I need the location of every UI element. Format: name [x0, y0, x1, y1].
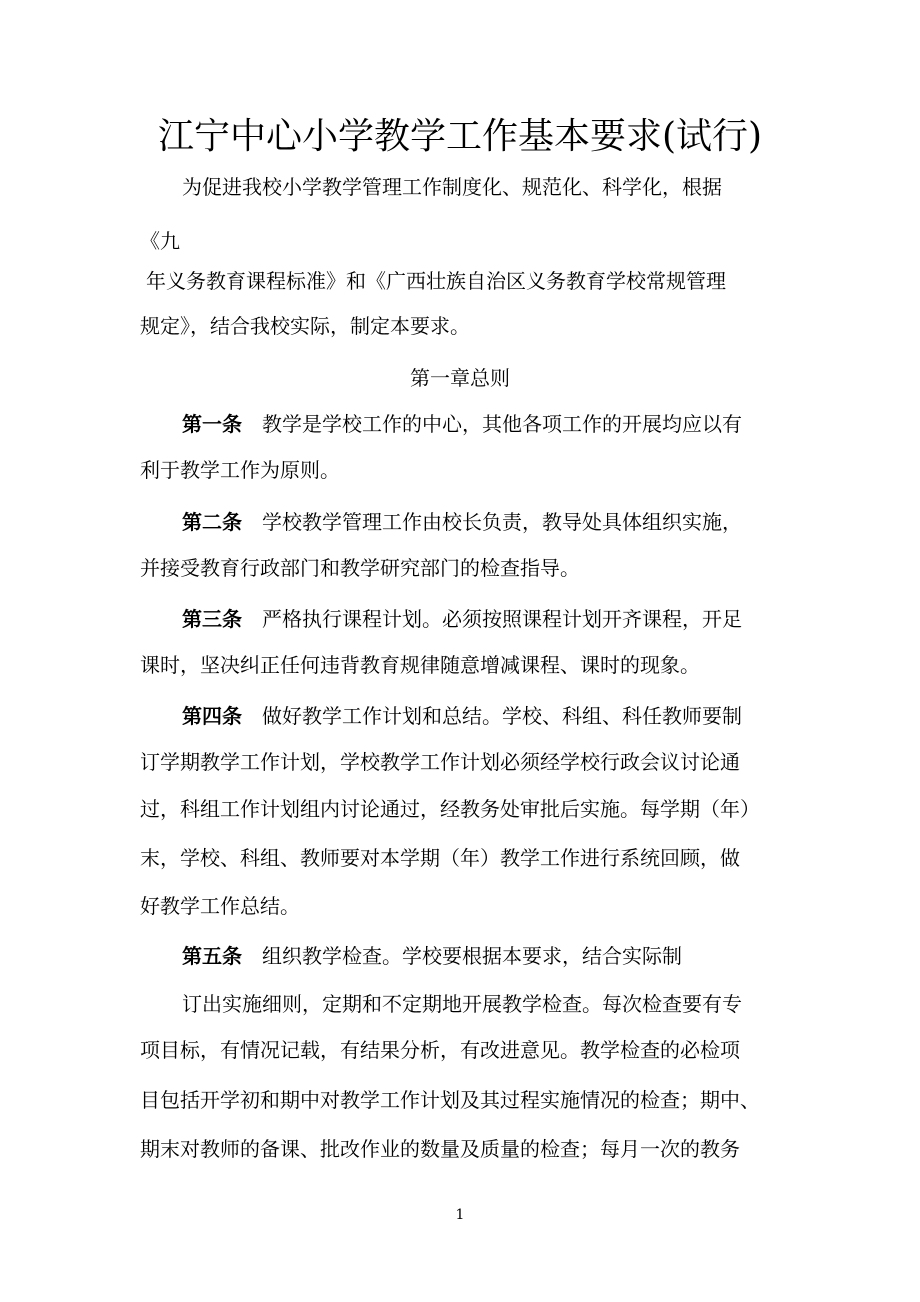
article-4-line-3: 过，科组工作计划组内讨论通过，经教务处审批后实施。每学期（年） — [140, 797, 760, 821]
article-5-line-4: 目包括开学初和期中对教学工作计划及其过程实施情况的检查；期中、 — [140, 1088, 760, 1112]
chapter-heading: 第一章总则 — [410, 366, 510, 390]
article-4-line-2: 订学期教学工作计划，学校教学工作计划必须经学校行政会议讨论通 — [140, 750, 740, 774]
article-2-text: 学校教学管理工作由校长负责，教导处具体组织实施， — [262, 510, 742, 534]
intro-line-1: 为促进我校小学教学管理工作制度化、规范化、科学化，根据 — [182, 175, 722, 199]
article-1-line-2: 利于教学工作为原则。 — [140, 458, 340, 482]
intro-line-4: 规定》，结合我校实际，制定本要求。 — [140, 314, 470, 338]
article-4-text: 做好教学工作计划和总结。学校、科组、科任教师要制 — [262, 704, 742, 728]
article-4-line-4: 末，学校、科组、教师要对本学期（年）教学工作进行系统回顾，做 — [140, 846, 740, 870]
page-number: 1 — [455, 1207, 465, 1223]
article-5-heading: 第五条 — [182, 944, 242, 968]
article-5-line-5: 期末对教师的备课、批改作业的数量及质量的检查；每月一次的教务 — [140, 1137, 740, 1161]
article-1-heading: 第一条 — [182, 412, 242, 436]
article-1-text: 教学是学校工作的中心，其他各项工作的开展均应以有 — [262, 412, 742, 436]
article-3-line-2: 课时，坚决纠正任何违背教育规律随意增减课程、课时的现象。 — [140, 653, 700, 677]
article-5-line-1 — [182, 941, 682, 971]
article-5-line-2: 订出实施细则，定期和不定期地开展教学检查。每次检查要有专 — [182, 992, 742, 1016]
article-4-line-1 — [182, 701, 742, 731]
article-1-line-1 — [182, 409, 742, 439]
article-4-heading: 第四条 — [182, 704, 242, 728]
article-3-text: 严格执行课程计划。必须按照课程计划开齐课程，开足 — [262, 607, 742, 631]
article-3-line-1 — [182, 604, 742, 634]
article-5-text: 组织教学检查。学校要根据本要求，结合实际制 — [262, 944, 682, 968]
article-2-line-1 — [182, 507, 742, 537]
article-2-heading: 第二条 — [182, 510, 242, 534]
article-5-line-3: 项目标，有情况记载，有结果分析，有改进意见。教学检查的必检项 — [140, 1038, 740, 1062]
intro-line-3: 年义务教育课程标准》和《广西壮族自治区义务教育学校常规管理 — [146, 269, 726, 293]
article-3-heading: 第三条 — [182, 607, 242, 631]
article-4-line-5: 好教学工作总结。 — [140, 894, 300, 918]
document-title: 江宁中心小学教学工作基本要求(试行) — [157, 116, 763, 157]
article-2-line-2: 并接受教育行政部门和教学研究部门的检查指导。 — [140, 556, 580, 580]
intro-line-2: 《九 — [140, 229, 180, 253]
